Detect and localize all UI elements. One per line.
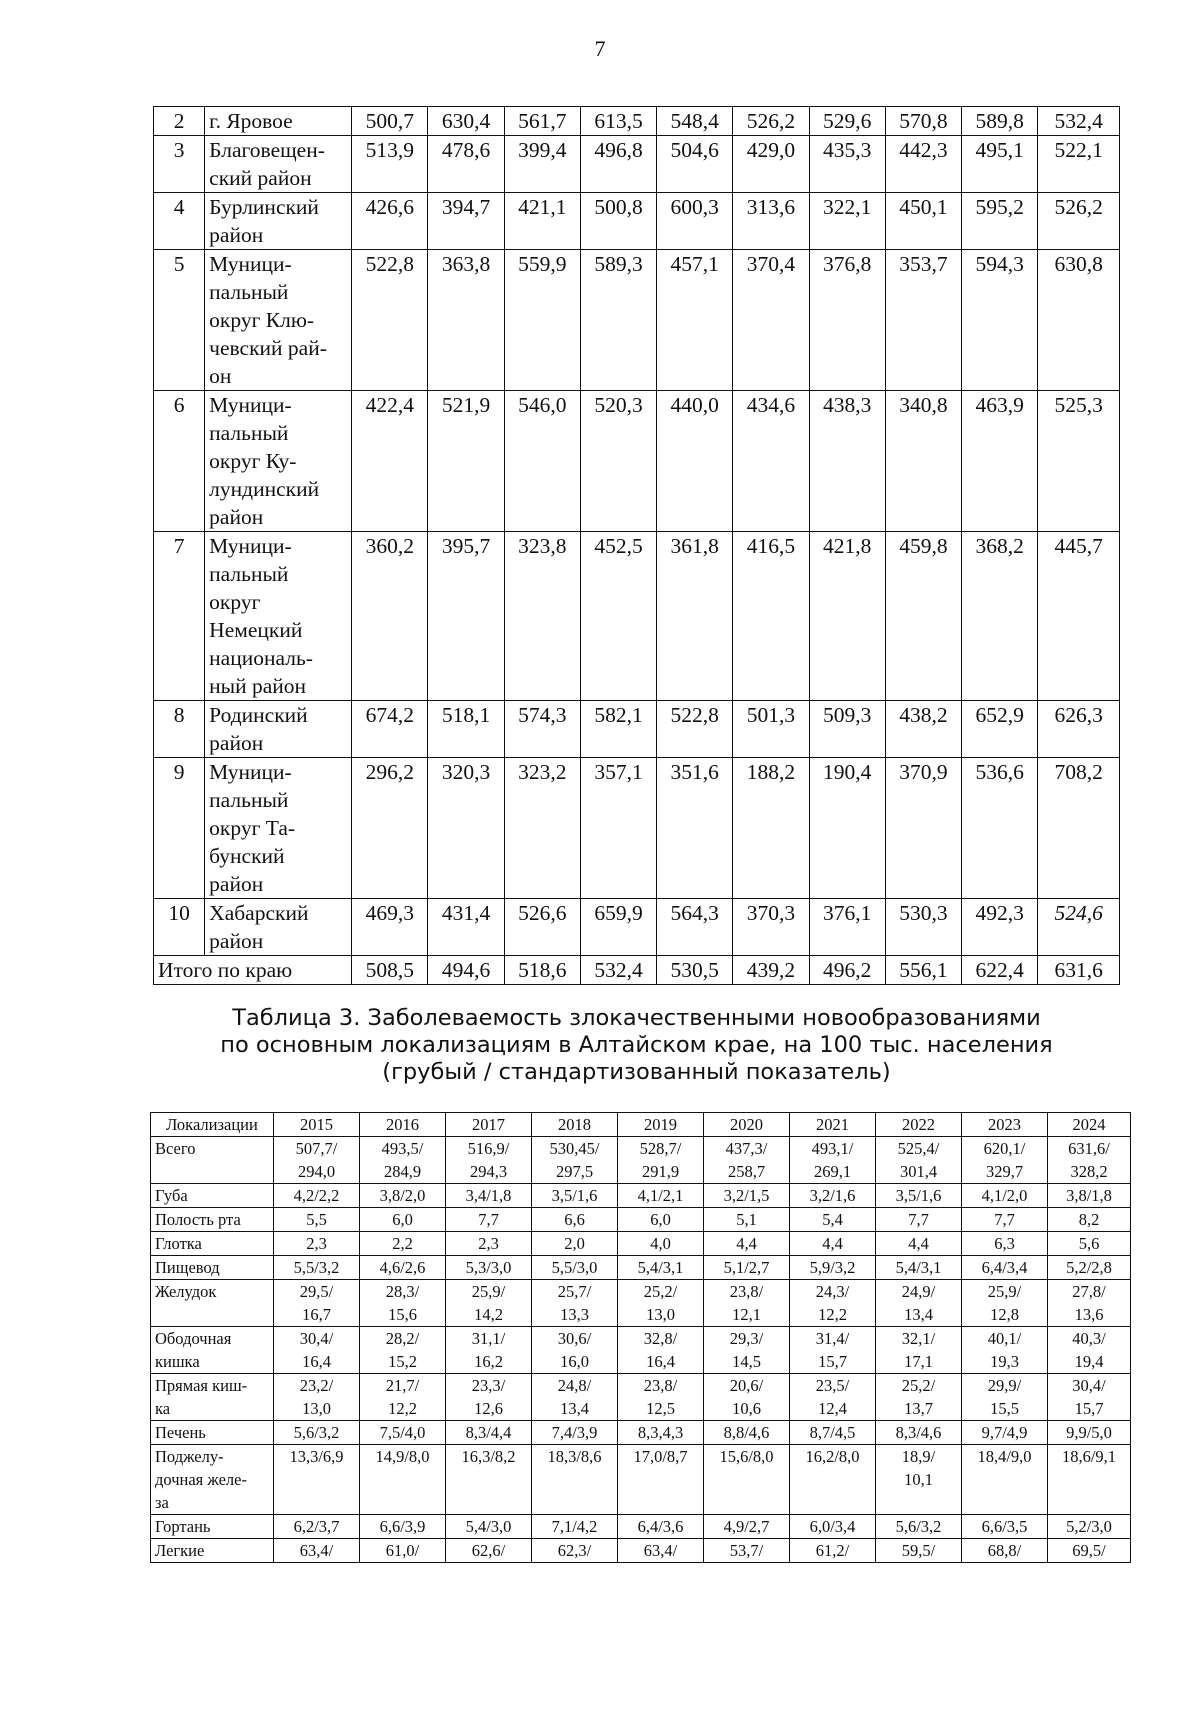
district-name: Хабарский район xyxy=(205,899,352,956)
value-cell: 69,5/ xyxy=(1048,1539,1131,1563)
value-cell: 31,4/ 15,7 xyxy=(790,1327,876,1374)
value-cell: 25,7/ 13,3 xyxy=(532,1280,618,1327)
value-cell: 62,3/ xyxy=(532,1539,618,1563)
table-row xyxy=(151,1515,1131,1539)
value-cell: 59,5/ xyxy=(876,1539,962,1563)
value-cell: 323,8 xyxy=(504,532,580,701)
caption-line-2: по основным локализациям в Алтайском крае, на 100 тыс. населения xyxy=(220,1032,1053,1058)
value-cell: 5,4/3,1 xyxy=(876,1256,962,1280)
value-cell: 525,3 xyxy=(1038,391,1120,532)
value-cell: 4,4 xyxy=(704,1232,790,1256)
value-cell: 613,5 xyxy=(580,107,656,136)
table-row xyxy=(151,1445,1131,1515)
value-cell: 5,1 xyxy=(704,1208,790,1232)
value-cell: 6,6 xyxy=(532,1208,618,1232)
value-cell: 522,8 xyxy=(352,250,428,391)
value-cell: 368,2 xyxy=(962,532,1038,701)
value-cell: 504,6 xyxy=(657,136,733,193)
localization-name: Печень xyxy=(151,1421,274,1445)
table-row xyxy=(151,1327,1131,1374)
value-cell: 507,7/ 294,0 xyxy=(274,1137,360,1184)
value-cell: 500,8 xyxy=(580,193,656,250)
header-year: 2022 xyxy=(876,1113,962,1137)
value-cell: 3,8/2,0 xyxy=(360,1184,446,1208)
table-row xyxy=(154,899,1120,956)
value-cell: 4,1/2,0 xyxy=(962,1184,1048,1208)
table-row xyxy=(154,250,1120,391)
localization-name: Ободочная кишка xyxy=(151,1327,274,1374)
value-cell: 28,3/ 15,6 xyxy=(360,1280,446,1327)
value-cell: 513,9 xyxy=(352,136,428,193)
localization-name: Прямая киш- ка xyxy=(151,1374,274,1421)
value-cell: 6,6/3,5 xyxy=(962,1515,1048,1539)
value-cell: 442,3 xyxy=(885,136,961,193)
value-cell: 25,2/ 13,7 xyxy=(876,1374,962,1421)
district-name: Бурлинский район xyxy=(205,193,352,250)
value-cell: 4,1/2,1 xyxy=(618,1184,704,1208)
value-cell: 23,5/ 12,4 xyxy=(790,1374,876,1421)
value-cell: 574,3 xyxy=(504,701,580,758)
value-cell: 5,4 xyxy=(790,1208,876,1232)
total-value-cell: 556,1 xyxy=(885,956,961,985)
value-cell: 357,1 xyxy=(580,758,656,899)
value-cell: 561,7 xyxy=(504,107,580,136)
value-cell: 395,7 xyxy=(428,532,504,701)
value-cell: 370,4 xyxy=(733,250,809,391)
value-cell: 32,1/ 17,1 xyxy=(876,1327,962,1374)
value-cell: 29,9/ 15,5 xyxy=(962,1374,1048,1421)
value-cell: 25,2/ 13,0 xyxy=(618,1280,704,1327)
value-cell: 530,3 xyxy=(885,899,961,956)
value-cell: 496,8 xyxy=(580,136,656,193)
value-cell: 394,7 xyxy=(428,193,504,250)
value-cell: 4,9/2,7 xyxy=(704,1515,790,1539)
table-row xyxy=(151,1208,1131,1232)
table-row xyxy=(154,136,1120,193)
table-row xyxy=(154,391,1120,532)
value-cell: 30,4/ 16,4 xyxy=(274,1327,360,1374)
value-cell: 24,3/ 12,2 xyxy=(790,1280,876,1327)
value-cell: 4,4 xyxy=(790,1232,876,1256)
value-cell: 463,9 xyxy=(962,391,1038,532)
total-value-cell: 494,6 xyxy=(428,956,504,985)
localization-name: Гортань xyxy=(151,1515,274,1539)
value-cell: 530,45/ 297,5 xyxy=(532,1137,618,1184)
value-cell: 674,2 xyxy=(352,701,428,758)
value-cell: 459,8 xyxy=(885,532,961,701)
value-cell: 8,3/4,6 xyxy=(876,1421,962,1445)
value-cell: 708,2 xyxy=(1038,758,1120,899)
value-cell: 5,2/3,0 xyxy=(1048,1515,1131,1539)
value-cell: 313,6 xyxy=(733,193,809,250)
value-cell: 16,2/8,0 xyxy=(790,1445,876,1515)
value-cell: 630,4 xyxy=(428,107,504,136)
localization-name: Пищевод xyxy=(151,1256,274,1280)
value-cell: 529,6 xyxy=(809,107,885,136)
value-cell: 40,1/ 19,3 xyxy=(962,1327,1048,1374)
table-row xyxy=(151,1374,1131,1421)
value-cell: 20,6/ 10,6 xyxy=(704,1374,790,1421)
value-cell: 63,4/ xyxy=(618,1539,704,1563)
row-number: 6 xyxy=(154,391,205,532)
table-row xyxy=(154,107,1120,136)
value-cell: 3,2/1,5 xyxy=(704,1184,790,1208)
value-cell: 528,7/ 291,9 xyxy=(618,1137,704,1184)
value-cell: 61,0/ xyxy=(360,1539,446,1563)
value-cell: 188,2 xyxy=(733,758,809,899)
district-name: Родинский район xyxy=(205,701,352,758)
total-value-cell: 518,6 xyxy=(504,956,580,985)
header-year: 2020 xyxy=(704,1113,790,1137)
value-cell: 30,6/ 16,0 xyxy=(532,1327,618,1374)
value-cell: 493,5/ 284,9 xyxy=(360,1137,446,1184)
header-year: 2021 xyxy=(790,1113,876,1137)
value-cell: 16,3/8,2 xyxy=(446,1445,532,1515)
caption-line-3: (грубый / стандартизованный показатель) xyxy=(382,1059,891,1085)
value-cell: 421,8 xyxy=(809,532,885,701)
row-number: 5 xyxy=(154,250,205,391)
value-cell: 6,2/3,7 xyxy=(274,1515,360,1539)
value-cell: 9,9/5,0 xyxy=(1048,1421,1131,1445)
value-cell: 438,3 xyxy=(809,391,885,532)
value-cell: 526,6 xyxy=(504,899,580,956)
value-cell: 8,3,4,3 xyxy=(618,1421,704,1445)
row-number: 4 xyxy=(154,193,205,250)
value-cell: 426,6 xyxy=(352,193,428,250)
value-cell: 8,3/4,4 xyxy=(446,1421,532,1445)
header-year: 2015 xyxy=(274,1113,360,1137)
value-cell: 522,1 xyxy=(1038,136,1120,193)
value-cell: 3,5/1,6 xyxy=(876,1184,962,1208)
value-cell: 7,7 xyxy=(446,1208,532,1232)
localization-name: Всего xyxy=(151,1137,274,1184)
value-cell: 548,4 xyxy=(657,107,733,136)
table-row xyxy=(154,193,1120,250)
incidence-by-localization-table xyxy=(150,1112,1131,1563)
value-cell: 9,7/4,9 xyxy=(962,1421,1048,1445)
value-cell: 570,8 xyxy=(885,107,961,136)
value-cell: 376,8 xyxy=(809,250,885,391)
value-cell: 322,1 xyxy=(809,193,885,250)
table-row xyxy=(154,701,1120,758)
value-cell: 630,8 xyxy=(1038,250,1120,391)
value-cell: 509,3 xyxy=(809,701,885,758)
value-cell: 7,7 xyxy=(876,1208,962,1232)
value-cell: 3,4/1,8 xyxy=(446,1184,532,1208)
table-row xyxy=(154,532,1120,701)
value-cell: 29,5/ 16,7 xyxy=(274,1280,360,1327)
value-cell: 438,2 xyxy=(885,701,961,758)
value-cell: 17,0/8,7 xyxy=(618,1445,704,1515)
row-number: 3 xyxy=(154,136,205,193)
value-cell: 25,9/ 12,8 xyxy=(962,1280,1048,1327)
total-value-cell: 530,5 xyxy=(657,956,733,985)
value-cell: 30,4/ 15,7 xyxy=(1048,1374,1131,1421)
value-cell: 18,3/8,6 xyxy=(532,1445,618,1515)
value-cell: 63,4/ xyxy=(274,1539,360,1563)
value-cell: 6,0 xyxy=(360,1208,446,1232)
value-cell: 493,1/ 269,1 xyxy=(790,1137,876,1184)
value-cell: 5,1/2,7 xyxy=(704,1256,790,1280)
value-cell: 526,2 xyxy=(733,107,809,136)
row-number: 9 xyxy=(154,758,205,899)
value-cell: 3,8/1,8 xyxy=(1048,1184,1131,1208)
value-cell: 526,2 xyxy=(1038,193,1120,250)
value-cell: 600,3 xyxy=(657,193,733,250)
value-cell: 620,1/ 329,7 xyxy=(962,1137,1048,1184)
value-cell: 4,4 xyxy=(876,1232,962,1256)
value-cell: 24,9/ 13,4 xyxy=(876,1280,962,1327)
row-number: 8 xyxy=(154,701,205,758)
table-row xyxy=(151,1232,1131,1256)
value-cell: 24,8/ 13,4 xyxy=(532,1374,618,1421)
value-cell: 594,3 xyxy=(962,250,1038,391)
value-cell: 8,7/4,5 xyxy=(790,1421,876,1445)
value-cell: 18,4/9,0 xyxy=(962,1445,1048,1515)
value-cell: 525,4/ 301,4 xyxy=(876,1137,962,1184)
value-cell: 595,2 xyxy=(962,193,1038,250)
table-row xyxy=(151,1256,1131,1280)
value-cell: 18,6/9,1 xyxy=(1048,1445,1131,1515)
value-cell: 440,0 xyxy=(657,391,733,532)
value-cell: 492,3 xyxy=(962,899,1038,956)
value-cell: 522,8 xyxy=(657,701,733,758)
value-cell: 5,9/3,2 xyxy=(790,1256,876,1280)
value-cell: 370,3 xyxy=(733,899,809,956)
value-cell: 61,2/ xyxy=(790,1539,876,1563)
total-value-cell: 439,2 xyxy=(733,956,809,985)
value-cell: 7,5/4,0 xyxy=(360,1421,446,1445)
value-cell: 6,3 xyxy=(962,1232,1048,1256)
total-value-cell: 532,4 xyxy=(580,956,656,985)
value-cell: 363,8 xyxy=(428,250,504,391)
total-row xyxy=(154,956,1120,985)
table-3-header-row xyxy=(151,1113,1131,1137)
value-cell: 6,0 xyxy=(618,1208,704,1232)
value-cell: 422,4 xyxy=(352,391,428,532)
value-cell: 360,2 xyxy=(352,532,428,701)
value-cell: 370,9 xyxy=(885,758,961,899)
value-cell: 15,6/8,0 xyxy=(704,1445,790,1515)
value-cell: 13,3/6,9 xyxy=(274,1445,360,1515)
value-cell: 416,5 xyxy=(733,532,809,701)
header-year: 2017 xyxy=(446,1113,532,1137)
value-cell: 62,6/ xyxy=(446,1539,532,1563)
value-cell: 8,8/4,6 xyxy=(704,1421,790,1445)
value-cell: 5,2/2,8 xyxy=(1048,1256,1131,1280)
value-cell: 353,7 xyxy=(885,250,961,391)
value-cell: 478,6 xyxy=(428,136,504,193)
header-year: 2024 xyxy=(1048,1113,1131,1137)
value-cell: 4,2/2,2 xyxy=(274,1184,360,1208)
value-cell: 18,9/ 10,1 xyxy=(876,1445,962,1515)
district-name: Муници- пальный округ Немецкий националь- ный район xyxy=(205,532,352,701)
district-name: Муници- пальный округ Ку- лундинский район xyxy=(205,391,352,532)
total-value-cell: 496,2 xyxy=(809,956,885,985)
total-value-cell: 622,4 xyxy=(962,956,1038,985)
caption-line-1: Таблица 3. Заболеваемость злокачественными новообразованиями xyxy=(232,1005,1041,1031)
header-year: 2018 xyxy=(532,1113,618,1137)
value-cell: 437,3/ 258,7 xyxy=(704,1137,790,1184)
value-cell: 559,9 xyxy=(504,250,580,391)
value-cell: 445,7 xyxy=(1038,532,1120,701)
value-cell: 5,4/3,1 xyxy=(618,1256,704,1280)
value-cell: 27,8/ 13,6 xyxy=(1048,1280,1131,1327)
value-cell: 536,6 xyxy=(962,758,1038,899)
localization-name: Губа xyxy=(151,1184,274,1208)
value-cell: 6,4/3,4 xyxy=(962,1256,1048,1280)
value-cell: 421,1 xyxy=(504,193,580,250)
value-cell: 4,6/2,6 xyxy=(360,1256,446,1280)
value-cell: 5,3/3,0 xyxy=(446,1256,532,1280)
value-cell: 14,9/8,0 xyxy=(360,1445,446,1515)
value-cell: 6,4/3,6 xyxy=(618,1515,704,1539)
value-cell: 589,8 xyxy=(962,107,1038,136)
value-cell: 25,9/ 14,2 xyxy=(446,1280,532,1327)
total-value-cell: 631,6 xyxy=(1038,956,1120,985)
district-name: г. Яровое xyxy=(205,107,352,136)
localization-name: Желудок xyxy=(151,1280,274,1327)
value-cell: 5,6/3,2 xyxy=(274,1421,360,1445)
value-cell: 32,8/ 16,4 xyxy=(618,1327,704,1374)
value-cell: 7,7 xyxy=(962,1208,1048,1232)
value-cell: 520,3 xyxy=(580,391,656,532)
value-cell: 8,2 xyxy=(1048,1208,1131,1232)
value-cell: 361,8 xyxy=(657,532,733,701)
value-cell: 399,4 xyxy=(504,136,580,193)
value-cell: 659,9 xyxy=(580,899,656,956)
district-name: Муници- пальный округ Та- бунский район xyxy=(205,758,352,899)
value-cell: 469,3 xyxy=(352,899,428,956)
value-cell: 564,3 xyxy=(657,899,733,956)
value-cell: 351,6 xyxy=(657,758,733,899)
value-cell: 626,3 xyxy=(1038,701,1120,758)
value-cell: 53,7/ xyxy=(704,1539,790,1563)
localization-name: Легкие xyxy=(151,1539,274,1563)
value-cell: 501,3 xyxy=(733,701,809,758)
value-cell: 2,3 xyxy=(446,1232,532,1256)
table-row xyxy=(151,1421,1131,1445)
value-cell: 457,1 xyxy=(657,250,733,391)
table-row xyxy=(151,1539,1131,1563)
value-cell: 2,3 xyxy=(274,1232,360,1256)
total-label: Итого по краю xyxy=(154,956,352,985)
value-cell: 3,2/1,6 xyxy=(790,1184,876,1208)
localization-name: Полость рта xyxy=(151,1208,274,1232)
value-cell: 652,9 xyxy=(962,701,1038,758)
value-cell: 340,8 xyxy=(885,391,961,532)
value-cell: 320,3 xyxy=(428,758,504,899)
value-cell: 4,0 xyxy=(618,1232,704,1256)
value-cell: 500,7 xyxy=(352,107,428,136)
value-cell: 5,6 xyxy=(1048,1232,1131,1256)
value-cell: 521,9 xyxy=(428,391,504,532)
row-number: 2 xyxy=(154,107,205,136)
value-cell: 495,1 xyxy=(962,136,1038,193)
table-row xyxy=(151,1184,1131,1208)
value-cell: 6,0/3,4 xyxy=(790,1515,876,1539)
value-cell: 5,4/3,0 xyxy=(446,1515,532,1539)
table-3-caption xyxy=(150,1005,1123,1086)
table-row xyxy=(151,1137,1131,1184)
row-number: 10 xyxy=(154,899,205,956)
value-cell: 5,5/3,0 xyxy=(532,1256,618,1280)
value-cell: 546,0 xyxy=(504,391,580,532)
row-number: 7 xyxy=(154,532,205,701)
value-cell: 452,5 xyxy=(580,532,656,701)
header-year: 2019 xyxy=(618,1113,704,1137)
value-cell: 7,1/4,2 xyxy=(532,1515,618,1539)
total-value-cell: 508,5 xyxy=(352,956,428,985)
value-cell: 532,4 xyxy=(1038,107,1120,136)
value-cell: 518,1 xyxy=(428,701,504,758)
value-cell: 434,6 xyxy=(733,391,809,532)
value-cell: 23,8/ 12,1 xyxy=(704,1280,790,1327)
value-cell: 31,1/ 16,2 xyxy=(446,1327,532,1374)
value-cell: 323,2 xyxy=(504,758,580,899)
value-cell: 21,7/ 12,2 xyxy=(360,1374,446,1421)
value-cell: 631,6/ 328,2 xyxy=(1048,1137,1131,1184)
value-cell: 5,6/3,2 xyxy=(876,1515,962,1539)
district-name: Благовещен- ский район xyxy=(205,136,352,193)
header-year: 2016 xyxy=(360,1113,446,1137)
value-cell: 2,0 xyxy=(532,1232,618,1256)
table-row xyxy=(151,1280,1131,1327)
value-cell: 589,3 xyxy=(580,250,656,391)
value-cell: 68,8/ xyxy=(962,1539,1048,1563)
value-cell: 431,4 xyxy=(428,899,504,956)
value-cell: 3,5/1,6 xyxy=(532,1184,618,1208)
value-cell: 23,3/ 12,6 xyxy=(446,1374,532,1421)
value-cell: 5,5/3,2 xyxy=(274,1256,360,1280)
incidence-by-district-table xyxy=(153,106,1120,985)
value-cell: 29,3/ 14,5 xyxy=(704,1327,790,1374)
value-cell: 435,3 xyxy=(809,136,885,193)
value-cell: 2,2 xyxy=(360,1232,446,1256)
localization-name: Глотка xyxy=(151,1232,274,1256)
value-cell: 40,3/ 19,4 xyxy=(1048,1327,1131,1374)
value-cell: 6,6/3,9 xyxy=(360,1515,446,1539)
value-cell: 23,2/ 13,0 xyxy=(274,1374,360,1421)
header-localization: Локализации xyxy=(151,1113,274,1137)
value-cell: 516,9/ 294,3 xyxy=(446,1137,532,1184)
value-cell: 190,4 xyxy=(809,758,885,899)
value-cell: 582,1 xyxy=(580,701,656,758)
value-cell: 23,8/ 12,5 xyxy=(618,1374,704,1421)
value-cell: 5,5 xyxy=(274,1208,360,1232)
value-cell: 376,1 xyxy=(809,899,885,956)
value-cell: 28,2/ 15,2 xyxy=(360,1327,446,1374)
value-cell: 296,2 xyxy=(352,758,428,899)
district-name: Муници- пальный округ Клю- чевский рай- он xyxy=(205,250,352,391)
value-cell: 7,4/3,9 xyxy=(532,1421,618,1445)
header-year: 2023 xyxy=(962,1113,1048,1137)
page-number: 7 xyxy=(594,36,606,61)
value-cell: 450,1 xyxy=(885,193,961,250)
value-cell: 524,6 xyxy=(1038,899,1120,956)
localization-name: Поджелу- дочная желе- за xyxy=(151,1445,274,1515)
table-row xyxy=(154,758,1120,899)
value-cell: 429,0 xyxy=(733,136,809,193)
